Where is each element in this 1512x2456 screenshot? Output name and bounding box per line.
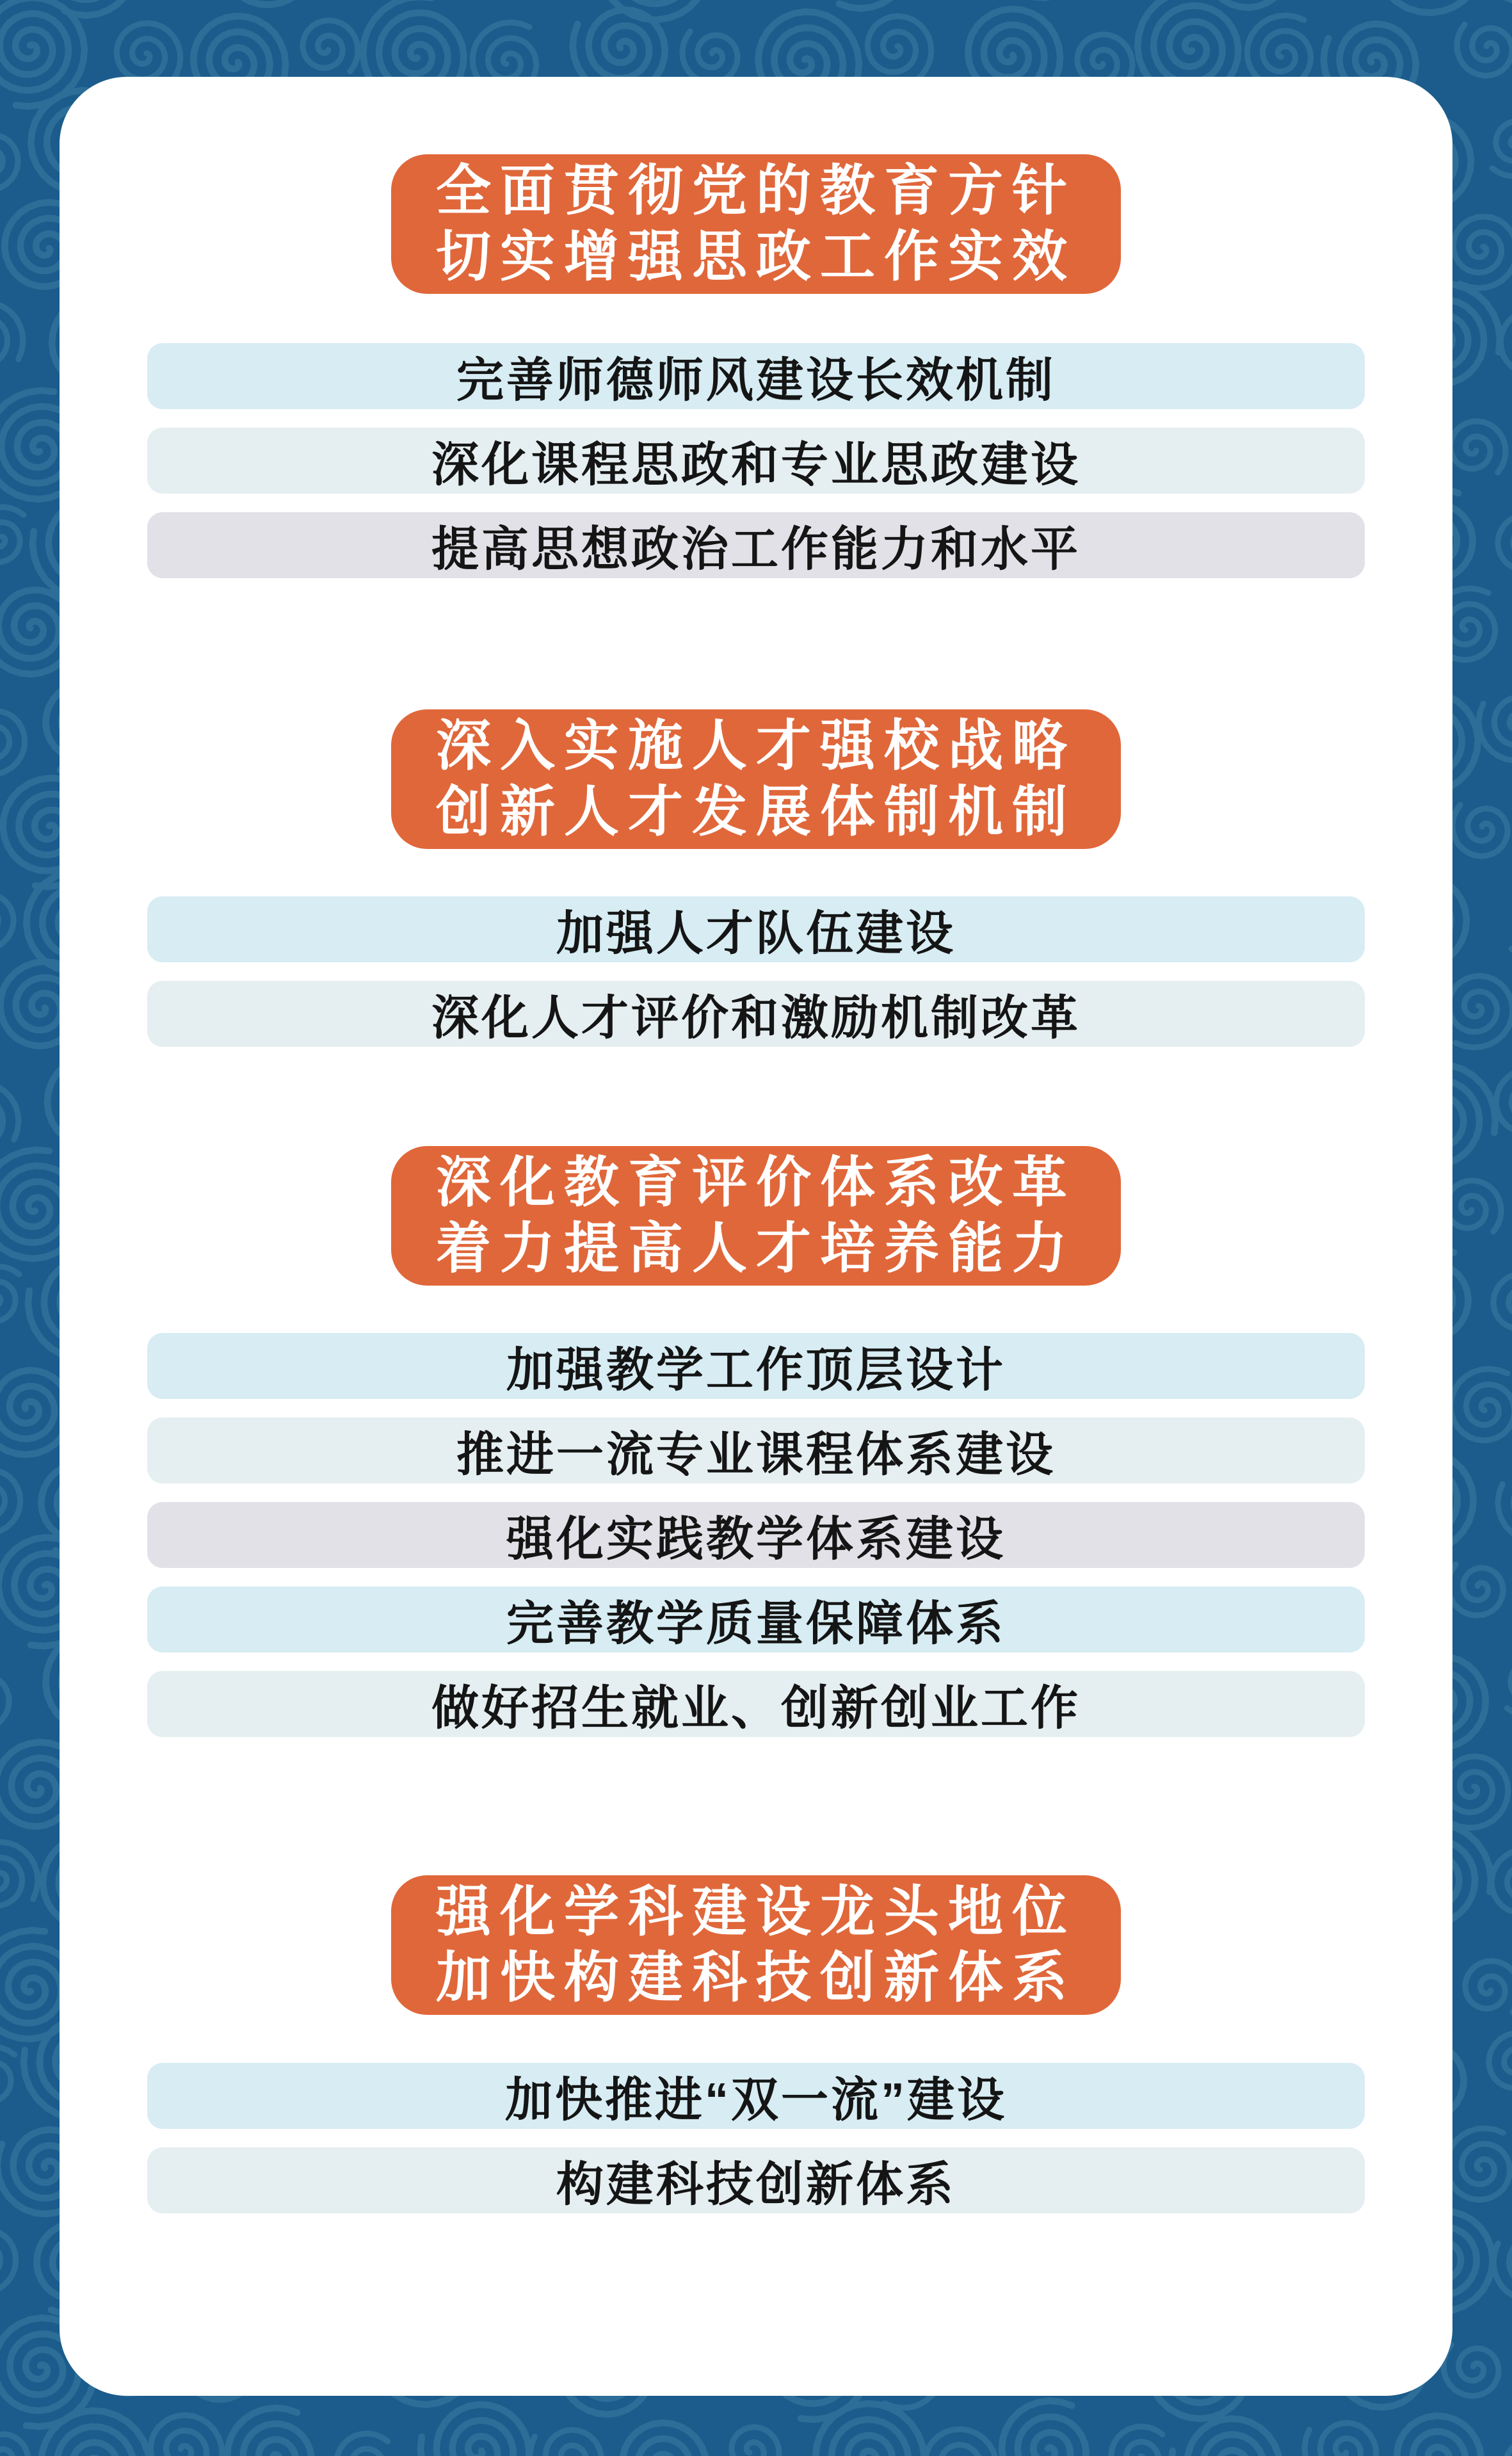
section-4-header-banner — [391, 1875, 1121, 2015]
section-3-title-line1: 深化教育评价体系改革 — [436, 1152, 1076, 1213]
section-3-title-line2: 着力提高人才培养能力 — [436, 1218, 1076, 1279]
list-item: 深化课程思政和专业思政建设 — [147, 428, 1365, 494]
list-item: 提高思想政治工作能力和水平 — [147, 512, 1365, 578]
list-item: 推进一流专业课程体系建设 — [147, 1418, 1365, 1483]
list-item: 深化人才评价和激励机制改革 — [147, 981, 1365, 1047]
section-2-header-banner — [391, 709, 1121, 849]
section-2-title-line1: 深入实施人才强校战略 — [436, 715, 1076, 777]
section-3-header-banner — [391, 1146, 1121, 1286]
list-item: 构建科技创新体系 — [147, 2147, 1365, 2213]
list-item: 完善师德师风建设长效机制 — [147, 343, 1365, 409]
list-item: 加强人才队伍建设 — [147, 896, 1365, 962]
list-item: 加快推进“双一流”建设 — [147, 2063, 1365, 2129]
section-2-title-line2: 创新人才发展体制机制 — [436, 781, 1076, 843]
list-item: 加强教学工作顶层设计 — [147, 1333, 1365, 1399]
section-4-title-line1: 强化学科建设龙头地位 — [436, 1881, 1076, 1943]
list-item: 完善教学质量保障体系 — [147, 1587, 1365, 1652]
section-1-header-banner — [391, 154, 1121, 294]
list-item: 做好招生就业、创新创业工作 — [147, 1671, 1365, 1737]
section-4-title-line2: 加快构建科技创新体系 — [436, 1947, 1076, 2008]
section-1-title-line2: 切实增强思政工作实效 — [436, 226, 1076, 287]
section-1-title-line1: 全面贯彻党的教育方针 — [436, 160, 1076, 222]
list-item: 强化实践教学体系建设 — [147, 1502, 1365, 1568]
